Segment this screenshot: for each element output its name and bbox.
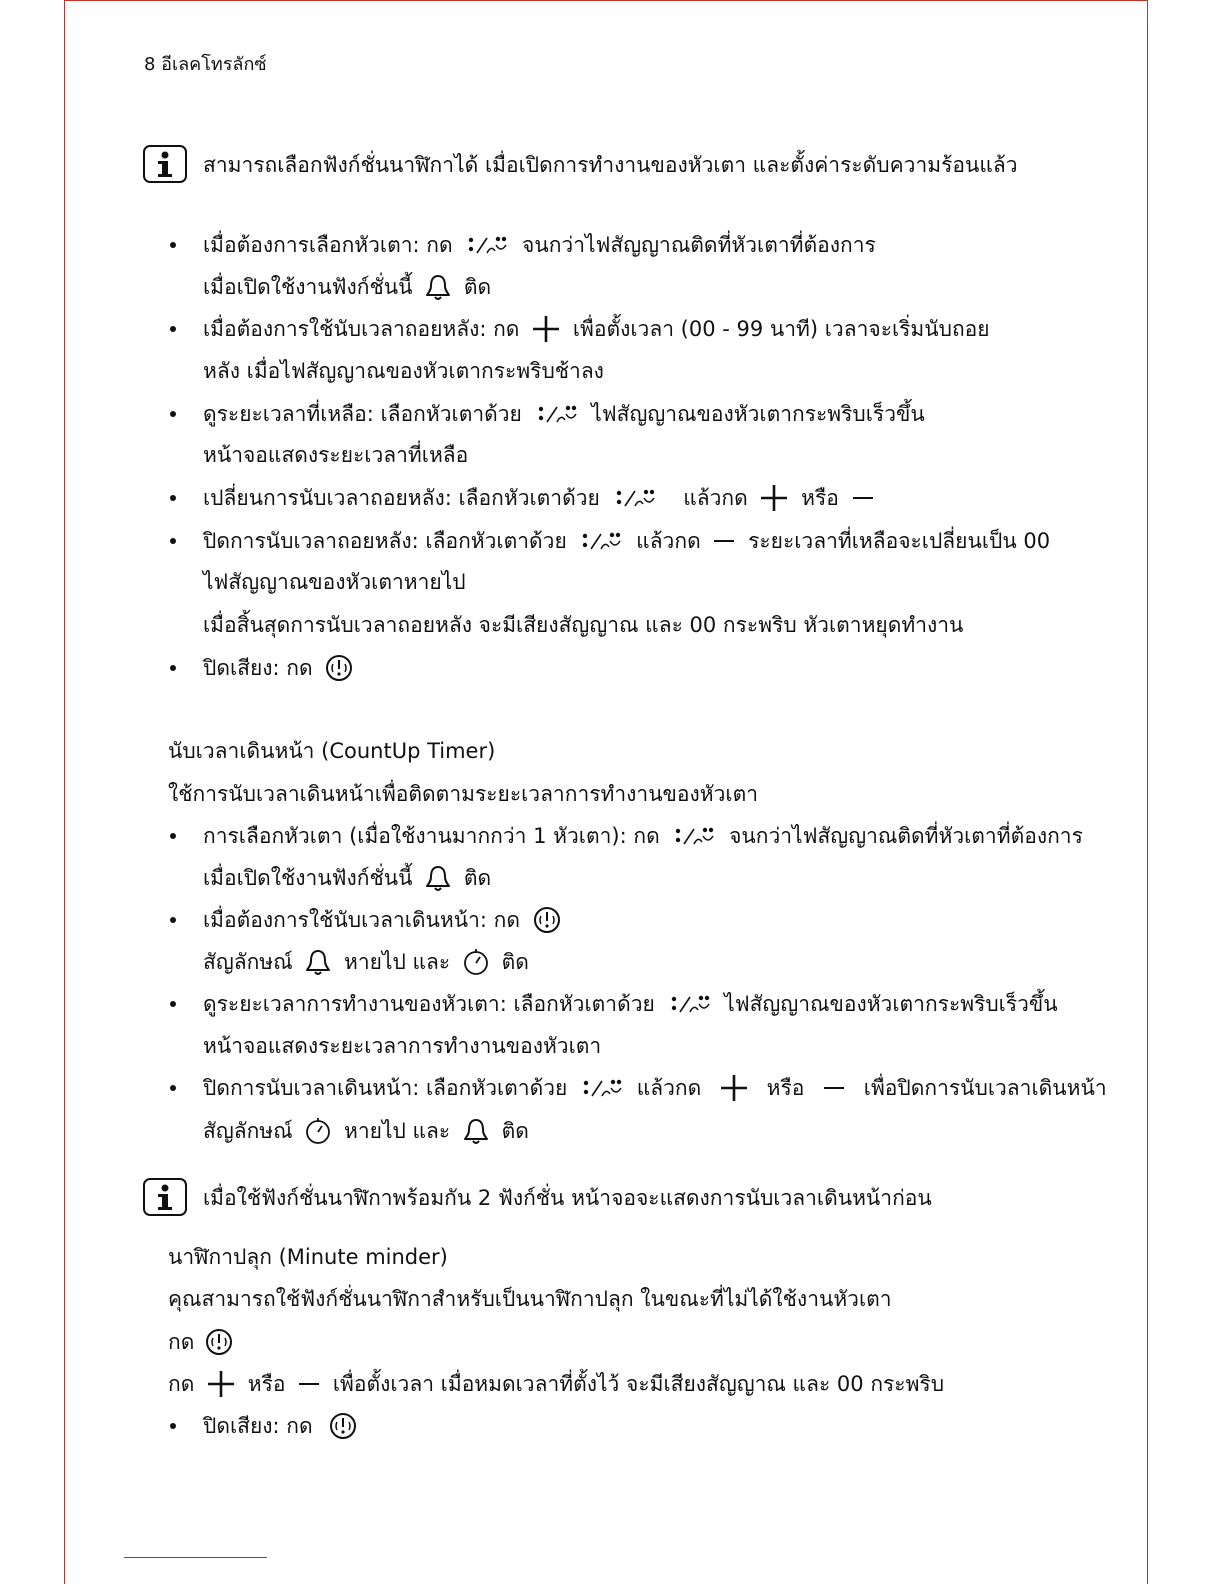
list-item-continued: หน้าจอแสดงระยะเวลาการทำงานของหัวเตา — [203, 1034, 602, 1058]
stopwatch-icon — [305, 1117, 331, 1145]
plus-icon — [532, 315, 560, 343]
list-item: ปิดการนับเวลาถอยหลัง: เลือกหัวเตาด้วย แล้วกด ระยะเวลาที่เหลือจะเปลี่ยนเป็น 00 — [203, 529, 1051, 553]
cooking-zone-select-icon — [579, 529, 623, 553]
minus-icon — [823, 1077, 845, 1099]
bell-icon — [305, 948, 331, 976]
bullet — [168, 999, 178, 1009]
list-item-continued: สัญลักษณ์ หายไป และ ติด — [203, 1119, 529, 1143]
bell-icon — [425, 273, 451, 301]
list-item: ปิดการนับเวลาเดินหน้า: เลือกหัวเตาด้วย แล้วกด หรือ เพื่อปิดการนับเวลาเดินหน้า — [203, 1076, 1107, 1100]
bullet — [168, 915, 178, 925]
list-item-continued: สัญลักษณ์ หายไป และ ติด — [203, 950, 529, 974]
minute-minder-step: กด — [168, 1327, 239, 1356]
plus-icon — [760, 484, 788, 512]
list-item: ปิดเสียง: กด — [203, 1411, 363, 1440]
list-item: ดูระยะเวลาการทำงานของหัวเตา: เลือกหัวเตาด้วย ไฟสัญญาณของหัวเตากระพริบเร็วขึ้น — [203, 992, 1058, 1016]
minute-minder-heading: นาฬิกาปลุก (Minute minder) — [168, 1245, 448, 1269]
cooking-zone-select-icon — [465, 233, 509, 257]
bullet — [168, 324, 178, 334]
list-item-continued: หน้าจอแสดงระยะเวลาที่เหลือ — [203, 443, 469, 467]
countup-heading: นับเวลาเดินหน้า (CountUp Timer) — [168, 739, 496, 763]
note-clock-functions: สามารถเลือกฟังก์ชั่นนาฬิกาได้ เมื่อเปิดการทำงานของหัวเตา และตั้งค่าระดับความร้อนแล้ว — [203, 153, 1018, 177]
timer-clock-icon — [325, 654, 353, 682]
cooking-zone-select-icon — [672, 824, 716, 848]
list-item: ปิดเสียง: กด — [203, 653, 359, 682]
cooking-zone-select-icon — [613, 486, 657, 510]
bullet — [168, 831, 178, 841]
info-icon — [143, 1178, 187, 1216]
footnote-rule — [124, 1557, 267, 1558]
list-item: เปลี่ยนการนับเวลาถอยหลัง: เลือกหัวเตาด้วย แล้วกด หรือ — [203, 483, 880, 512]
cooking-zone-select-icon — [580, 1076, 624, 1100]
list-item: เมื่อต้องการเลือกหัวเตา: กด จนกว่าไฟสัญญาณติดที่หัวเตาที่ต้องการ — [203, 233, 876, 257]
note-concurrent-functions: เมื่อใช้ฟังก์ชั่นนาฬิกาพร้อมกัน 2 ฟังก์ชั่น หน้าจอจะแสดงการนับเวลาเดินหน้าก่อน — [203, 1186, 932, 1210]
cooking-zone-select-icon — [668, 992, 712, 1016]
page-header: 8 อีเลคโทรลักซ์ — [144, 54, 267, 75]
countup-intro: ใช้การนับเวลาเดินหน้าเพื่อติดตามระยะเวลาการทำงานของหัวเตา — [168, 782, 759, 806]
bullet — [168, 663, 178, 673]
bell-icon — [425, 864, 451, 892]
timer-clock-icon — [533, 906, 561, 934]
list-item-continued: เมื่อเปิดใช้งานฟังก์ชั่นนี้ ติด — [203, 866, 492, 890]
list-item-continued: ไฟสัญญาณของหัวเตาหายไป — [203, 570, 466, 594]
list-item: เมื่อต้องการใช้นับเวลาเดินหน้า: กด — [203, 905, 567, 934]
minus-icon — [852, 487, 874, 509]
bullet — [168, 493, 178, 503]
plus-icon — [207, 1370, 235, 1398]
list-item: เมื่อต้องการใช้นับเวลาถอยหลัง: กด เพื่อตั้งเวลา (00 - 99 นาที) เวลาจะเริ่มนับถอย — [203, 317, 990, 341]
minus-icon — [298, 1373, 320, 1395]
minute-minder-intro: คุณสามารถใช้ฟังก์ชั่นนาฬิกาสำหรับเป็นนาฬิกาปลุก ในขณะที่ไม่ได้ใช้งานหัวเตา — [168, 1287, 892, 1311]
minus-icon — [713, 530, 735, 552]
plus-icon — [720, 1074, 748, 1102]
timer-clock-icon — [205, 1328, 233, 1356]
list-item-continued: เมื่อเปิดใช้งานฟังก์ชั่นนี้ ติด — [203, 275, 492, 299]
bell-icon — [463, 1117, 489, 1145]
stopwatch-icon — [463, 948, 489, 976]
bullet — [168, 536, 178, 546]
timer-clock-icon — [329, 1412, 357, 1440]
bullet — [168, 409, 178, 419]
info-icon — [143, 145, 187, 183]
bullet — [168, 1421, 178, 1431]
list-item-continued: เมื่อสิ้นสุดการนับเวลาถอยหลัง จะมีเสียงสัญญาณ และ 00 กระพริบ หัวเตาหยุดทำงาน — [203, 613, 964, 637]
cooking-zone-select-icon — [535, 402, 579, 426]
list-item-continued: หลัง เมื่อไฟสัญญาณของหัวเตากระพริบช้าลง — [203, 359, 604, 383]
minute-minder-step: กด หรือ เพื่อตั้งเวลา เมื่อหมดเวลาที่ตั้งไว้ จะมีเสียงสัญญาณ และ 00 กระพริบ — [168, 1372, 945, 1396]
bullet — [168, 1083, 178, 1093]
bullet — [168, 240, 178, 250]
list-item: ดูระยะเวลาที่เหลือ: เลือกหัวเตาด้วย ไฟสัญญาณของหัวเตากระพริบเร็วขึ้น — [203, 402, 925, 426]
list-item: การเลือกหัวเตา (เมื่อใช้งานมากกว่า 1 หัวเตา): กด จนกว่าไฟสัญญาณติดที่หัวเตาที่ต้องการ — [203, 824, 1083, 848]
